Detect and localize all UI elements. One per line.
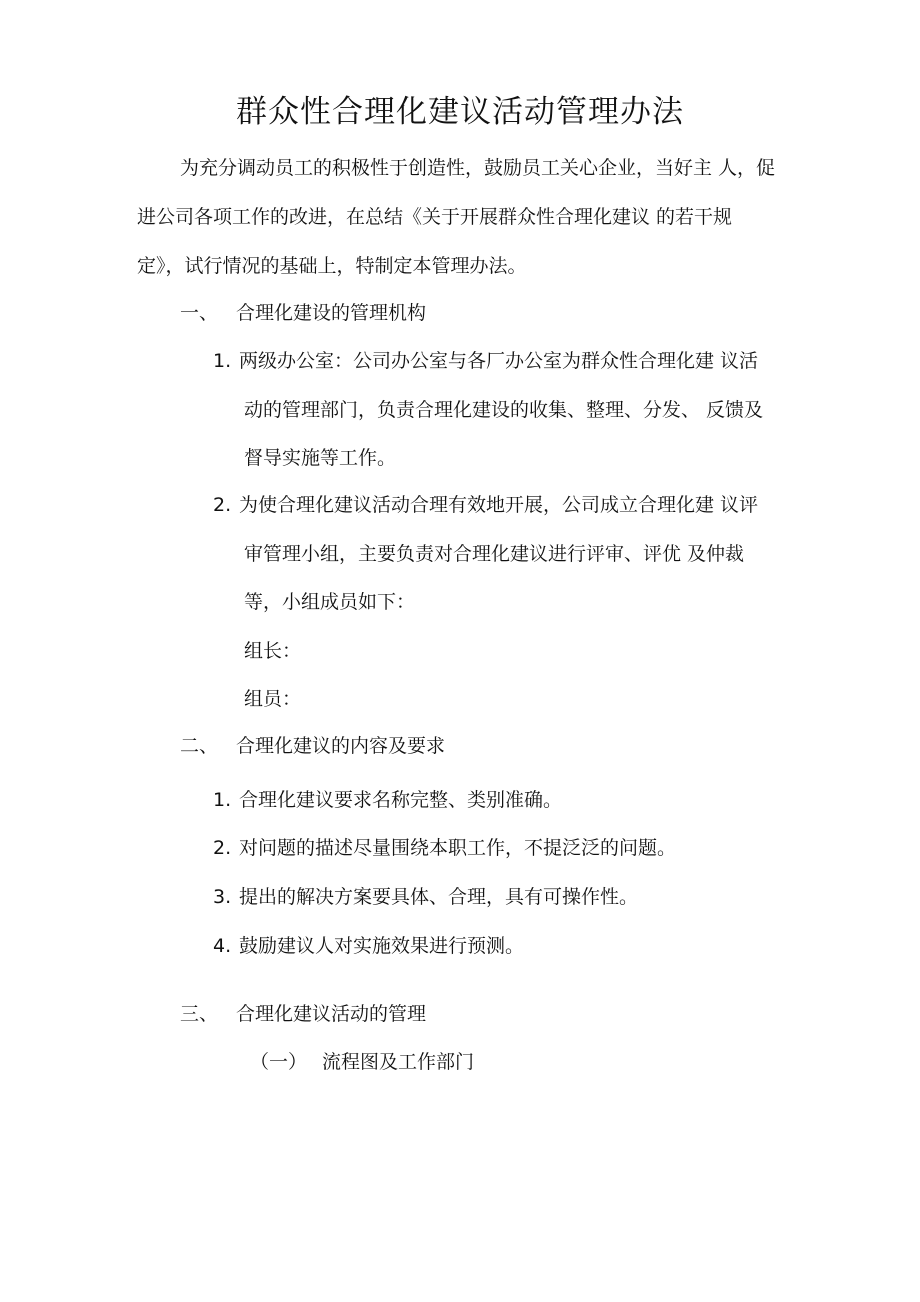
section-1-item-2-line-2: 审管理小组，主要负责对合理化建议进行评审、评优 及仲裁 [244,543,745,565]
item-text: 对问题的描述尽量围绕本职工作，不提泛泛的问题。 [239,837,677,859]
item-number: 3. [213,886,232,908]
intro-line-2: 进公司各项工作的改进，在总结《关于开展群众性合理化建议 的若干规 [137,206,733,228]
item-text: 合理化建议要求名称完整、类别准确。 [239,789,563,811]
intro-line-1: 为充分调动员工的积极性于创造性，鼓励员工关心企业，当好主 人，促 [180,157,776,179]
document-title: 群众性合理化建议活动管理办法 [236,94,684,130]
section-2-item-2 [213,834,676,862]
subsection-number: （一） [250,1051,308,1073]
subsection-title: 流程图及工作部门 [322,1051,475,1073]
section-3-heading [180,1000,426,1028]
section-2-item-3 [213,883,638,911]
section-2-heading [180,732,445,760]
section-title: 合理化建议的内容及要求 [236,735,446,757]
section-2-item-1 [213,786,562,814]
leader-label: 组长： [244,640,302,662]
section-1-item-1-line-2: 动的管理部门，负责合理化建设的收集、整理、分发、 反馈及 [244,399,764,421]
section-title: 合理化建设的管理机构 [236,302,427,324]
item-text: 两级办公室：公司办公室与各厂办公室为群众性合理化建 议活 [239,350,759,372]
intro-line-3: 定》，试行情况的基础上，特制定本管理办法。 [137,255,527,277]
section-number: 一、 [180,302,219,324]
section-1-heading [180,299,426,327]
section-number: 三、 [180,1003,219,1025]
section-3-subheading [250,1048,474,1076]
section-2-item-4 [213,932,524,960]
item-number: 1. [213,789,232,811]
section-1-item-2-line-1 [213,491,758,519]
members-label: 组员： [244,688,302,710]
item-text: 提出的解决方案要具体、合理，具有可操作性。 [239,886,639,908]
item-number: 1. [213,350,232,372]
item-number: 4. [213,935,232,957]
item-text: 鼓励建议人对实施效果进行预测。 [239,935,525,957]
section-number: 二、 [180,735,219,757]
section-title: 合理化建议活动的管理 [236,1003,427,1025]
section-1-item-1-line-1 [213,347,758,375]
section-1-item-2-line-3: 等，小组成员如下： [244,591,416,613]
item-number: 2. [213,494,232,516]
section-1-item-1-line-3: 督导实施等工作。 [244,447,397,469]
item-number: 2. [213,837,232,859]
item-text: 为使合理化建议活动合理有效地开展，公司成立合理化建 议评 [239,494,759,516]
